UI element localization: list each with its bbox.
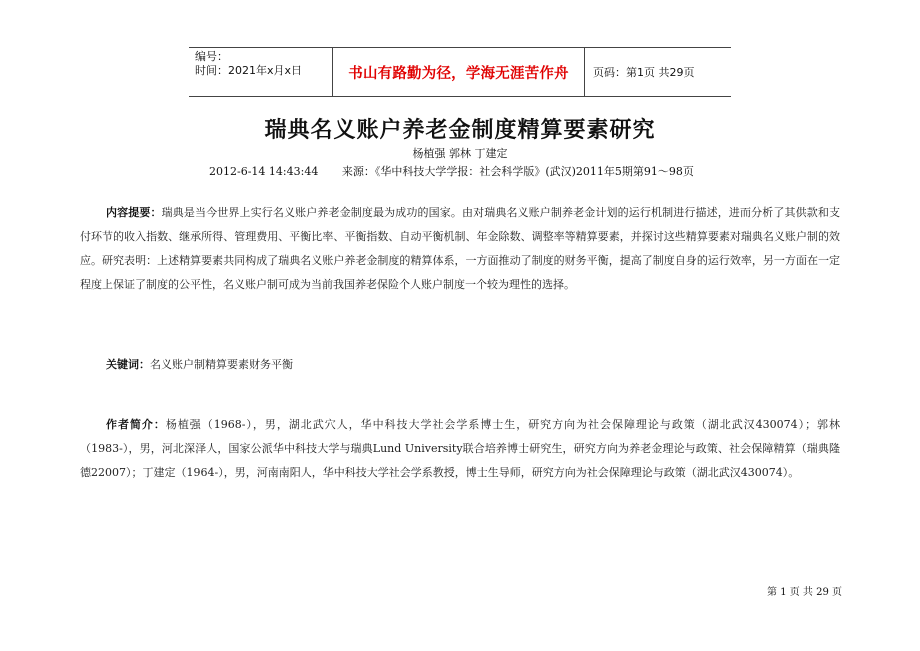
bio-label: 作者简介： [106,418,166,431]
author-bio-paragraph [80,413,840,485]
article-title: 瑞典名义账户养老金制度精算要素研究 [264,118,656,143]
abstract-label: 内容提要： [106,206,162,219]
time-label: 时间：2021年x月x日 [195,64,303,77]
header-left-cell [189,48,333,96]
bio-text: 杨植强（1968-），男，湖北武穴人，华中科技大学社会学系博士生，研究方向为社会保障理论与政策（湖北武汉430074）；郭林（1983-），男，河北深泽人，国家公派华中科技大学与瑞典Lund University联合培养博士研究生，研究方向为养老金理论与政策、社会保障精算（瑞典隆德22007）；丁建定（1964-），男，河南南阳人，华中科技大学社会学系教授，博士生导师，研究方向为社会保障理论与政策（湖北武汉430074）。 [80,418,841,479]
keywords-label: 关键词： [106,358,150,371]
keywords-text: 名义账户制精算要素财务平衡 [150,358,293,371]
keywords-paragraph [80,355,840,375]
article-meta [209,163,809,179]
abstract-text: 瑞典是当今世界上实行名义账户养老金制度最为成功的国家。由对瑞典名义账户制养老金计划的运行机制进行描述，进而分析了其供款和支付环节的收入指数、继承所得、管理费用、平衡比率、平衡指数、自动平衡机制、年金除数、调整率等精算要素，并探讨这些精算要素对瑞典名义账户制的效应。研究表明：上述精算要素共同构成了瑞典名义账户养老金制度的精算体系，一方面推动了制度的财务平衡，提高了制度自身的运行效率，另一方面在一定程度上保证了制度的公平性，名义账户制可成为当前我国养老保险个人账户制度一个较为理性的选择。 [80,206,841,291]
article-authors: 杨植强 郭林 丁建定 [412,147,508,160]
number-label: 编号： [195,50,228,63]
motto-text: 书山有路勤为径，学海无涯苦作舟 [348,65,569,82]
header-table [189,47,731,97]
page-footer: 第 1 页 共 29 页 [767,587,842,598]
header-page-cell [585,48,731,96]
abstract-paragraph [80,201,840,297]
article-source: 来源：《华中科技大学学报：社会科学版》(武汉)2011年5期第91～98页 [341,165,694,178]
article-date: 2012-6-14 14:43:44 [209,165,319,178]
header-motto-cell [333,48,585,96]
page-label: 页码：第1页 共29页 [593,66,695,79]
